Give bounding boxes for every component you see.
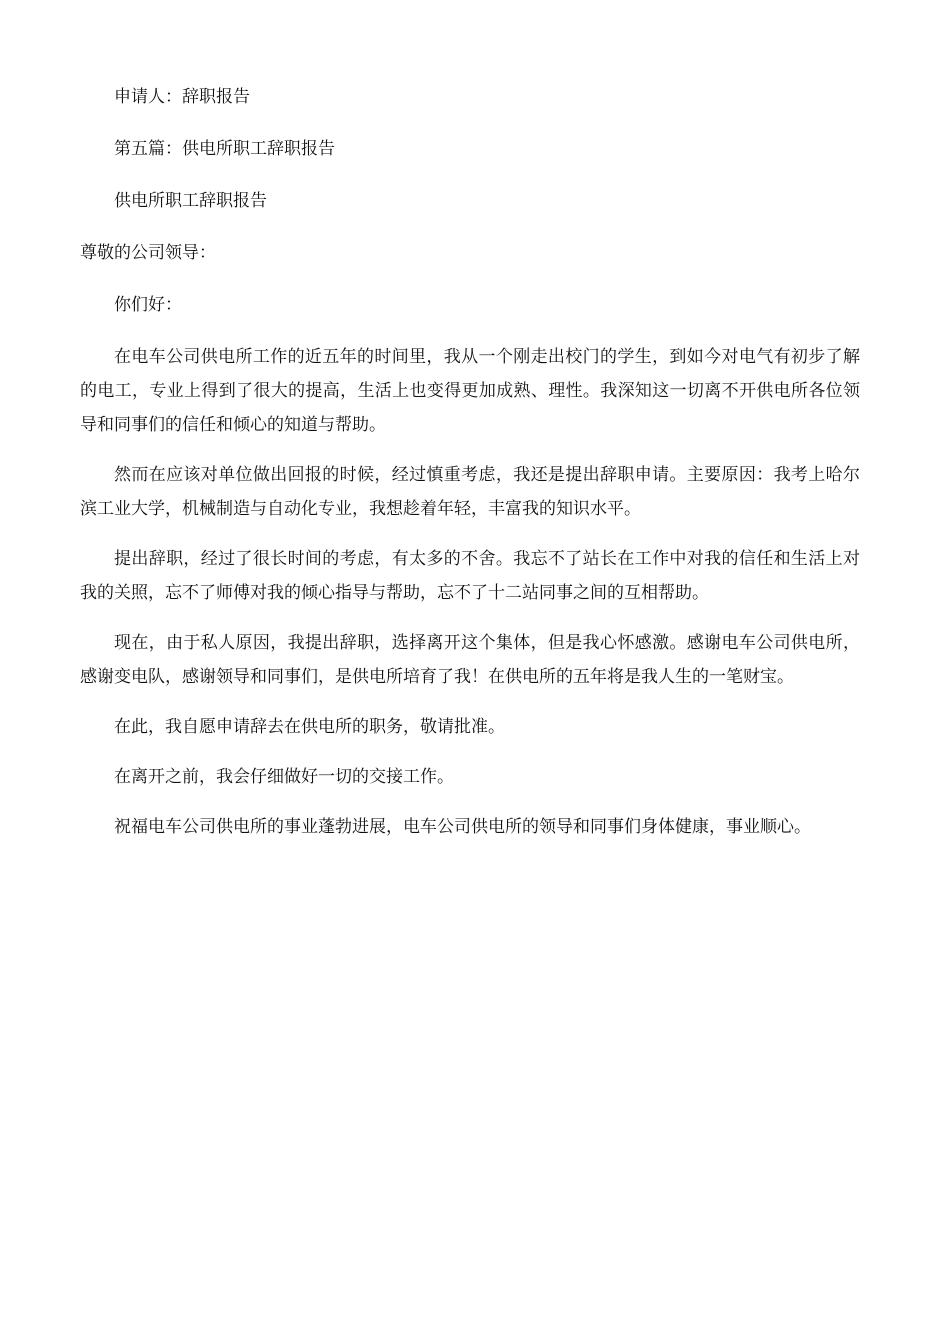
body-paragraph: 在离开之前，我会仔细做好一切的交接工作。	[114, 767, 454, 787]
greeting: 你们好：	[114, 295, 182, 315]
applicant-line: 申请人：辞职报告	[114, 87, 250, 107]
body-paragraph: 然而在应该对单位做出回报的时候，经过慎重考虑，我还是提出辞职申请。主要原因：我考上哈尔滨工业大学，机械制造与自动化专业，我想趁着年轻，丰富我的知识水平。	[80, 465, 860, 519]
body-paragraph: 在此，我自愿申请辞去在供电所的职务，敬请批准。	[114, 717, 505, 737]
body-paragraph: 提出辞职，经过了很长时间的考虑，有太多的不舍。我忘不了站长在工作中对我的信任和生活上对我的关照，忘不了师傅对我的倾心指导与帮助，忘不了十二站同事之间的互相帮助。	[80, 549, 860, 603]
body-paragraph: 祝福电车公司供电所的事业蓬勃进展，电车公司供电所的领导和同事们身体健康，事业顺心。	[114, 817, 811, 837]
body-paragraph: 在电车公司供电所工作的近五年的时间里，我从一个刚走出校门的学生，到如今对电气有初步了解的电工，专业上得到了很大的提高，生活上也变得更加成熟、理性。我深知这一切离不开供电所各位领导和同事们的信任和倾心的知道与帮助。	[80, 347, 860, 435]
section-heading: 第五篇：供电所职工辞职报告	[114, 139, 335, 159]
body-paragraph: 现在，由于私人原因，我提出辞职，选择离开这个集体，但是我心怀感激。感谢电车公司供电所，感谢变电队，感谢领导和同事们，是供电所培育了我！在供电所的五年将是我人生的一笔财宝。	[80, 633, 860, 687]
letter-title: 供电所职工辞职报告	[114, 191, 267, 211]
document-body	[80, 80, 860, 844]
salutation: 尊敬的公司领导：	[80, 243, 216, 263]
